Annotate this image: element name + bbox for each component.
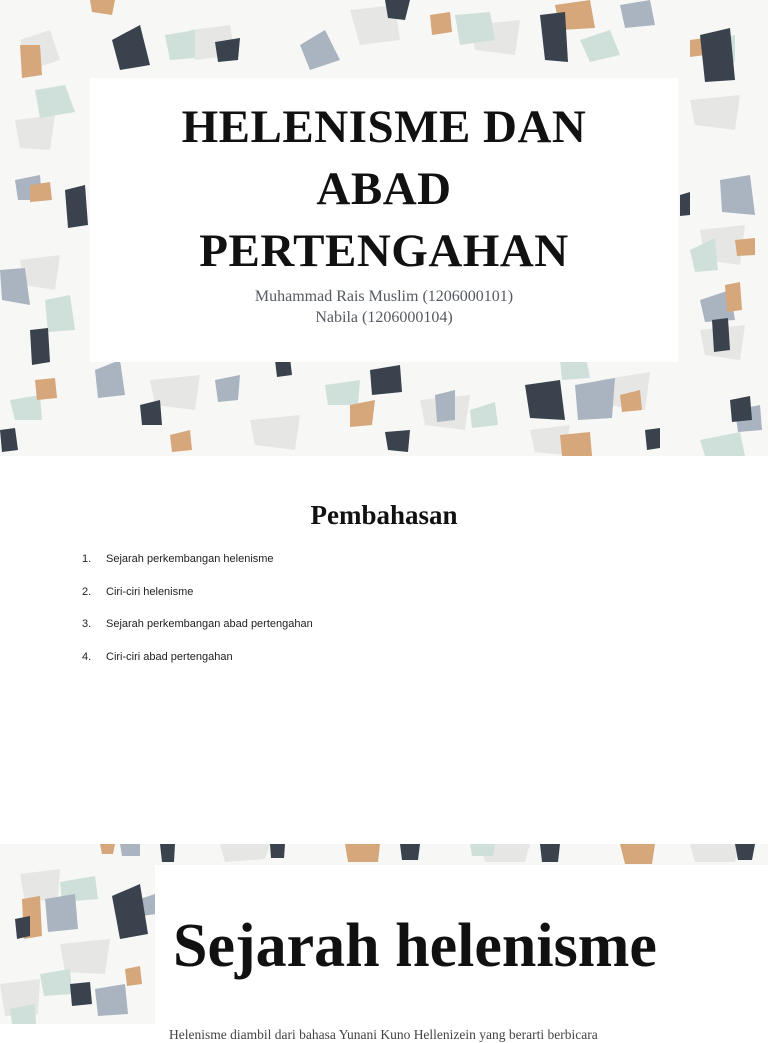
- item-text: Sejarah perkembangan abad pertengahan: [106, 618, 313, 630]
- author-list: [90, 286, 678, 328]
- item-text: Ciri-ciri abad pertengahan: [106, 650, 233, 663]
- agenda-item: [82, 618, 313, 651]
- author-name: Nabila (1206000104): [315, 309, 453, 326]
- history-slide: [0, 844, 768, 1042]
- item-number: 2.: [82, 585, 92, 598]
- title-line: PERTENGAHAN: [199, 225, 569, 277]
- content-card: [155, 865, 768, 1042]
- agenda-item: [82, 651, 313, 684]
- item-number: 4.: [82, 650, 92, 663]
- item-text: Sejarah perkembangan helenisme: [106, 553, 274, 565]
- history-body-text: Helenisme diambil dari bahasa Yunani Kuno Hellenizein yang berarti berbicara: [169, 1027, 598, 1042]
- title-line: ABAD: [316, 163, 452, 215]
- title-card: [90, 78, 678, 362]
- author-name: Muhammad Rais Muslim (1206000101): [254, 288, 514, 305]
- item-text: Ciri-ciri helenisme: [106, 585, 194, 598]
- presentation-title: [90, 96, 678, 282]
- title-line: HELENISME DAN: [181, 101, 587, 153]
- agenda-slide: [0, 456, 768, 844]
- item-number: 1.: [82, 553, 92, 565]
- agenda-heading: Pembahasan: [310, 500, 458, 530]
- agenda-item: [82, 553, 313, 586]
- title-slide: [0, 0, 768, 456]
- agenda-list: [82, 553, 313, 683]
- history-heading: Sejarah helenisme: [173, 912, 657, 980]
- agenda-item: [82, 586, 313, 619]
- item-number: 3.: [82, 618, 92, 630]
